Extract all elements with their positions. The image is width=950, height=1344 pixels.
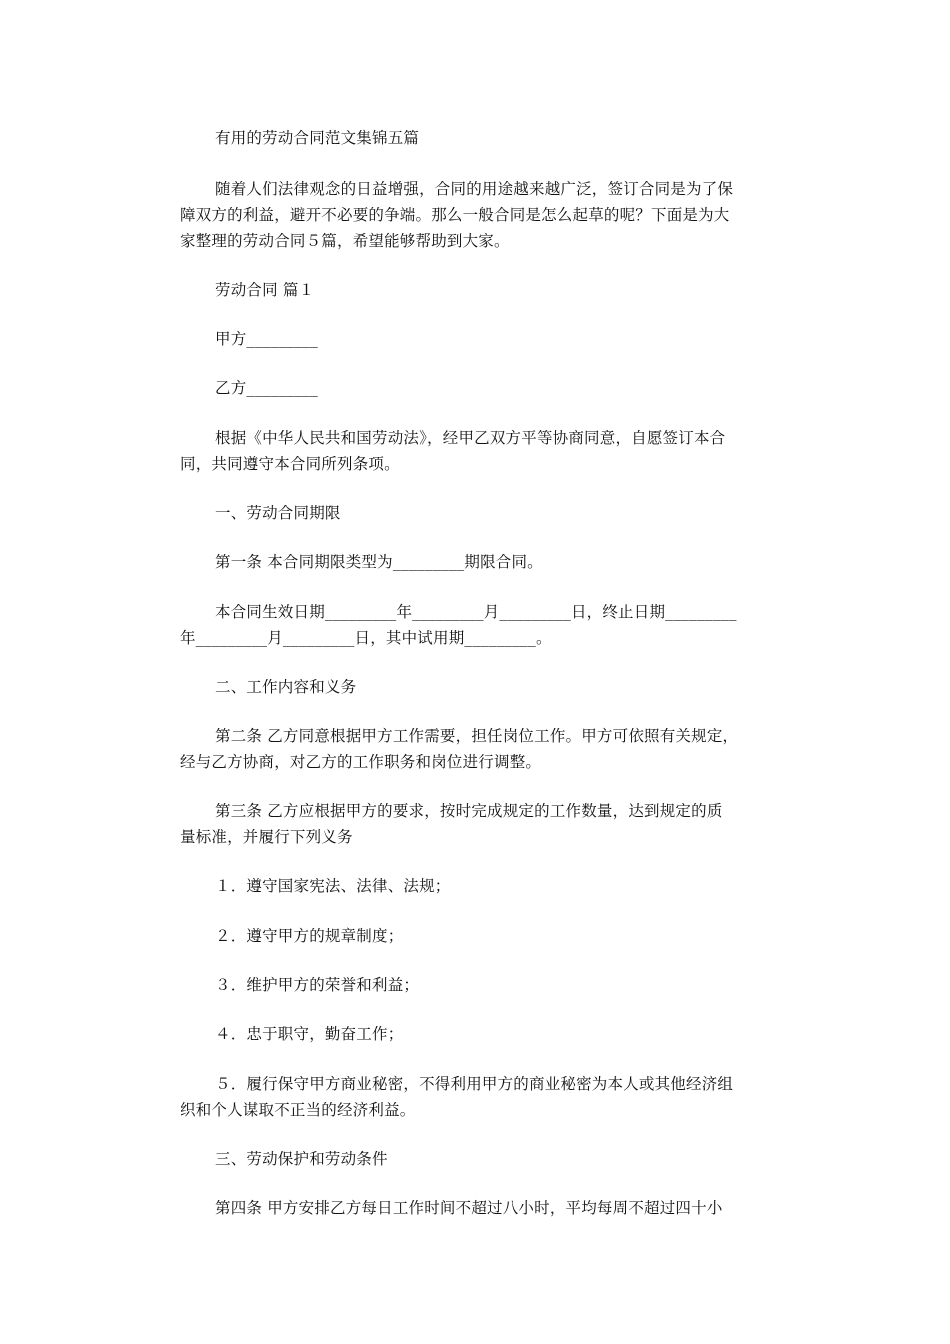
duty-item-4: ４．忠于职守，勤奋工作； bbox=[215, 1025, 404, 1043]
heading-work-content: 二、工作内容和义务 bbox=[215, 678, 357, 696]
heading-contract-term: 一、劳动合同期限 bbox=[215, 504, 341, 522]
intro-line-2: 障双方的利益，避开不必要的争端。那么一般合同是怎么起草的呢？下面是为大 bbox=[180, 206, 730, 224]
article-3-line-2: 量标准，并履行下列义务 bbox=[180, 828, 353, 846]
document-title: 有用的劳动合同范文集锦五篇 bbox=[215, 129, 420, 147]
duty-item-2: ２．遵守甲方的规章制度； bbox=[215, 927, 404, 945]
intro-line-1: 随着人们法律观念的日益增强，合同的用途越来越广泛，签订合同是为了保 bbox=[215, 180, 734, 198]
article-2-line-2: 经与乙方协商，对乙方的工作职务和岗位进行调整。 bbox=[180, 753, 542, 771]
effective-line-1: 本合同生效日期_________年_________月_________日，终止日期_________ bbox=[215, 603, 737, 621]
duty-item-1: １．遵守国家宪法、法律、法规； bbox=[215, 877, 451, 895]
party-a-line: 甲方_________ bbox=[215, 330, 318, 348]
article-2-line-1: 第二条 乙方同意根据甲方工作需要，担任岗位工作。甲方可依照有关规定， bbox=[215, 727, 739, 745]
heading-labor-protection: 三、劳动保护和劳动条件 bbox=[215, 1150, 388, 1168]
party-b-line: 乙方_________ bbox=[215, 379, 318, 397]
basis-line-2: 同，共同遵守本合同所列条项。 bbox=[180, 455, 400, 473]
section-heading: 劳动合同 篇１ bbox=[215, 281, 315, 299]
article-1: 第一条 本合同期限类型为_________期限合同。 bbox=[215, 553, 543, 571]
effective-line-2: 年_________月_________日，其中试用期_________。 bbox=[180, 629, 552, 647]
article-4-line-1: 第四条 甲方安排乙方每日工作时间不超过八小时，平均每周不超过四十小 bbox=[215, 1199, 723, 1217]
duty-item-5-line-2: 织和个人谋取不正当的经济利益。 bbox=[180, 1101, 416, 1119]
duty-item-3: ３．维护甲方的荣誉和利益； bbox=[215, 976, 420, 994]
basis-line-1: 根据《中华人民共和国劳动法》，经甲乙双方平等协商同意，自愿签订本合 bbox=[215, 429, 726, 447]
intro-line-3: 家整理的劳动合同５篇，希望能够帮助到大家。 bbox=[180, 232, 510, 250]
duty-item-5-line-1: ５．履行保守甲方商业秘密，不得利用甲方的商业秘密为本人或其他经济组 bbox=[215, 1075, 734, 1093]
article-3-line-1: 第三条 乙方应根据甲方的要求，按时完成规定的工作数量，达到规定的质 bbox=[215, 802, 723, 820]
